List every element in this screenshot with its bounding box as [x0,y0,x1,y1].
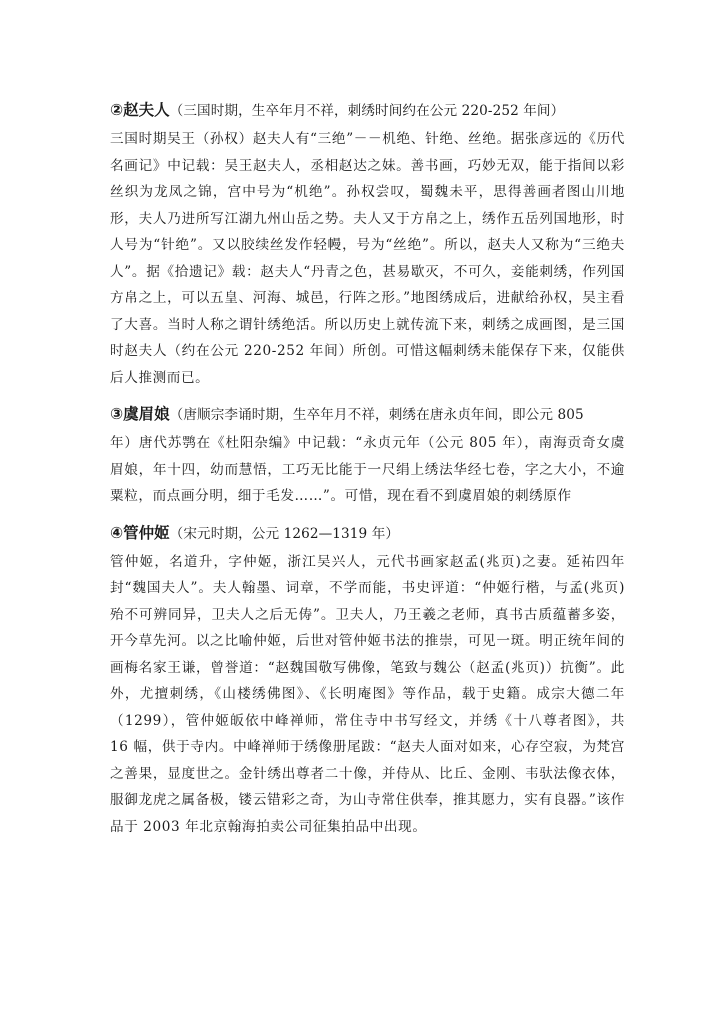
section-zhao-furen [110,96,625,391]
section-number: ③ [110,405,124,423]
section-note: （唐顺宗李诵时期，生卒年月不祥，刺绣在唐永贞年间，即公元 805 [169,407,584,423]
section-heading [110,400,625,430]
section-number: ④ [110,523,124,542]
section-guan-zhongji [110,519,625,841]
section-body: 年）唐代苏鹗在《杜阳杂编》中记载：“永贞元年（公元 805 年），南海贡奇女虞眉娘，年十四，幼而慧悟，工巧无比能于一尺绢上绣法华经七卷，字之大小，不逾粟粒，而点画分明，细于毛发……”。可惜，现在看不到虞眉娘的刺绣原作 [110,435,625,504]
section-note: （三国时期，生卒年月不祥，刺绣时间约在公元 220-252 年间） [169,103,565,119]
section-heading [110,96,625,126]
section-name: 管仲姬 [123,523,170,542]
section-yu-meiniang [110,400,625,510]
section-body: 三国时期吴王（孙权）赵夫人有“三绝”－－机绝、针绝、丝绝。据张彦远的《历代名画记》中记载：吴王赵夫人，丞相赵达之妹。善书画，巧妙无双，能于指间以彩丝织为龙凤之锦，宫中号为“机绝”。孙权尝叹，蜀魏未平，思得善画者图山川地形，夫人乃进所写江湖九州山岳之势。夫人又于方帛之上，绣作五岳列国地形，时人号为“针绝”。又以胶续丝发作轻幔，号为“丝绝”。所以，赵夫人又称为“三绝夫人”。据《拾遗记》载：赵夫人“丹青之色，甚易歇灭，不可久，妾能刺绣，作列国方帛之上，可以五皇、河海、城邑，行阵之形。”地图绣成后，进献给孙权，吴主看了大喜。当时人称之谓针绣绝活。所以历史上就传流下来，刺绣之成画图，是三国时赵夫人（约在公元 220-252 年间）所创。可惜这幅刺绣未能保存下来，仅能供后人推测而已。 [110,131,625,386]
section-name: 虞眉娘 [123,405,170,423]
section-name: 赵夫人 [123,101,170,119]
section-number: ② [110,101,124,119]
section-note: （宋元时期，公元 1262—1319 年） [169,525,400,542]
document-page [110,96,625,840]
section-heading [110,519,625,549]
section-body: 管仲姬，名道升，字仲姬，浙江吴兴人，元代书画家赵孟(兆页)之妻。延祐四年封“魏国夫人”。夫人翰墨、词章，不学而能，书史评道：“仲姬行楷，与孟(兆页)殆不可辨同异，卫夫人之后无俦”。卫夫人，乃王羲之老师，真书古质蕴蓄多姿，开今草先河。以之比喻仲姬，后世对管仲姬书法的推崇，可见一斑。明正统年间的画梅名家王谦，曾誉道：“赵魏国敬写佛像，笔致与魏公（赵孟(兆页)）抗衡”。此外，尤擅刺绣，《山楼绣佛图》、《长明庵图》等作品，载于史籍。成宗大德二年（1299），管仲姬皈依中峰禅师，常住寺中书写经文，并绣《十八尊者图》，共 16 幅，供于寺内。中峰禅师于绣像册尾跋：“赵夫人面对如来，心存空寂，为梵宫之善果，显度世之。金针绣出尊者二十像，并侍从、比丘、金刚、韦驮法像衣体，服御龙虎之属备极，镂云错彩之奇，为山寺常住供奉，推其愿力，实有良器。”该作品于 2003 年北京翰海拍卖公司征集拍品中出现。 [110,553,625,835]
